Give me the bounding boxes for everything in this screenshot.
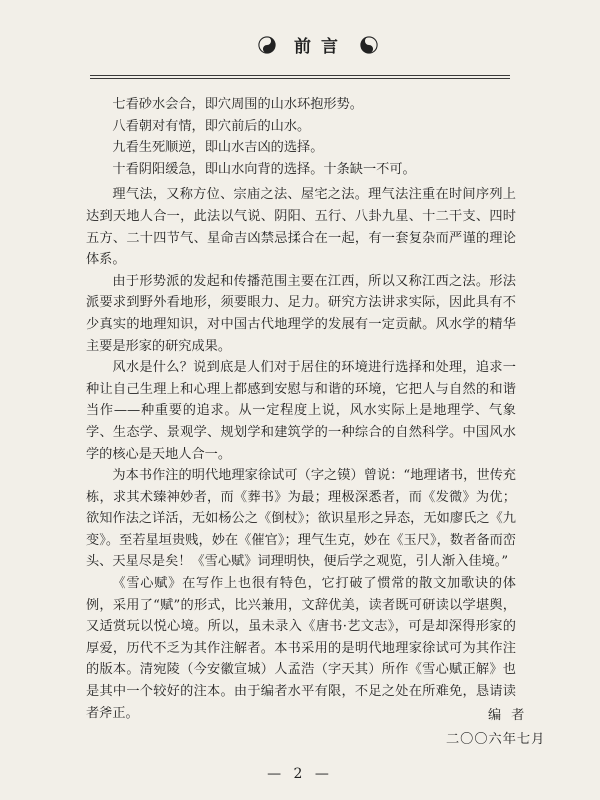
paragraph: 理气法，又称方位、宗庙之法、屋宅之法。理气法注重在时间序列上达到天地人合一，此法以气说、阴阳、五行、八卦九星、十二干支、四时五方、二十四节气、星命吉凶禁忌揉合在一起，有一套复杂而严谨的理论体系。 (86, 187, 516, 268)
page-title: 前言 (294, 37, 348, 57)
paragraph: 《雪心赋》在写作上也很有特色，它打破了惯常的散文加歌诀的体例，采用了“赋”的形式，比兴兼用，文辞优美，读者既可研读以学堪舆，又适赏玩以悦心境。所以，虽未录入《唐书·艺文志》，可是却深得形家的厚爱，历代不乏为其作注解者。本书采用的是明代地理家徐试可为其作注的版本。清宛陵（今安徽宣城）人孟浩（字天其）所作《雪心赋正解》也是其中一个较好的注本。由于编者水平有限，不足之处在所难免，恳请读者斧正。 (86, 576, 516, 721)
paragraph: 风水是什么？说到底是人们对于居住的环境进行选择和处理，追求一种让自己生理上和心理上都感到安慰与和谐的环境，它把人与自然的和谐当作——种重要的追求。从一定程度上说，风水实际上是地理学、气象学、生态学、景观学、规划学和建筑学的一种综合的自然科学。中国风水学的核心是天地人合一。 (86, 360, 516, 462)
header-rule (90, 75, 510, 76)
paragraph: 八看朝对有情，即穴前后的山水。 (112, 118, 311, 134)
header-rule (90, 78, 510, 79)
paragraph: 九看生死顺逆，即山水吉凶的选择。 (112, 140, 324, 156)
date-label: 二〇〇六年七月 (446, 732, 546, 747)
editor-label: 编者 (488, 708, 535, 723)
paragraph: 十看阴阳缓急，即山水向背的选择。十条缺一不可。 (112, 161, 416, 177)
paragraph: 由于形势派的发起和传播范围主要在江西，所以又称江西之法。形法派要求到野外看地形，须要眼力、足力。研究方法讲求实际，因此具有不少真实的地理知识，对中国古代地理学的发展有一定贡献。风水学的精华主要是形家的研究成果。 (86, 273, 516, 354)
page-header (0, 30, 600, 90)
yin-yang-icon (360, 36, 378, 54)
paragraph: 七看砂水会合，即穴周围的山水环抱形势。 (112, 97, 363, 112)
paragraph: 为本书作注的明代地理家徐试可（字之镆）曾说：“地理诸书，世传充栋，求其术臻神妙者，而《葬书》为最；理极深悉者，而《发微》为优；欲知作法之详活，无如杨公之《倒杖》；欲识星形之异态，无如廖氏之《九变》。至若星垣贵贱，妙在《催官》；理气生克，妙在《玉尺》，数者备而峦头、天星尽是矣！《雪心赋》词理明快，便后学之观览，引人渐入佳境。” (86, 468, 516, 570)
yin-yang-icon (258, 36, 276, 54)
page-number: — 2 — (267, 766, 333, 782)
page-body (86, 94, 516, 724)
